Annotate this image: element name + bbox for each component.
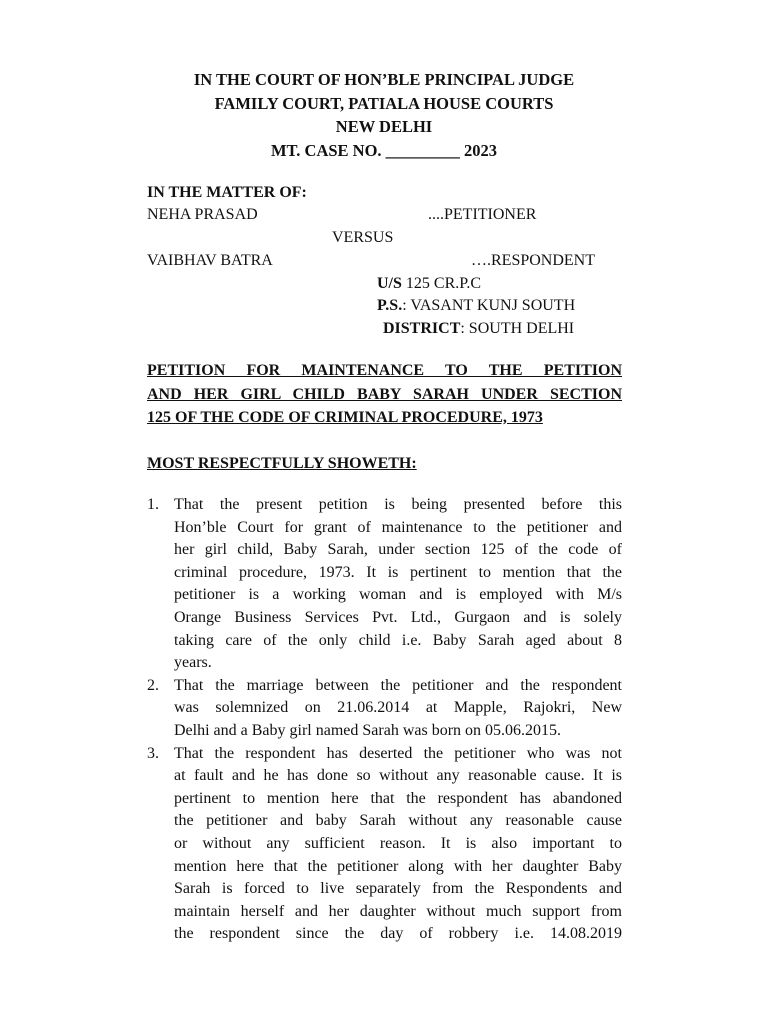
paragraph-line: Hon’ble Court for grant of maintenance to the petitioner and bbox=[174, 518, 622, 536]
paragraph-line: petitioner is a working woman and is employed with M/s bbox=[174, 586, 622, 604]
court-heading bbox=[0, 68, 768, 162]
respondent-role: ….RESPONDENT bbox=[471, 252, 596, 269]
paragraph-line: pertinent to mention here that the respondent has abandoned bbox=[174, 789, 622, 807]
showeth-heading: MOST RESPECTFULLY SHOWETH: bbox=[147, 455, 417, 472]
police-station-value: : VASANT KUNJ SOUTH bbox=[402, 297, 576, 314]
paragraph-line: That the marriage between the petitioner and the respondent bbox=[174, 676, 622, 694]
respondent-name: VAIBHAV BATRA bbox=[147, 252, 273, 269]
paragraph-line: or without any sufficient reason. It is also important to bbox=[174, 834, 622, 852]
district-line bbox=[383, 318, 574, 340]
petition-title-line-3: 125 OF THE CODE OF CRIMINAL PROCEDURE, 1973 bbox=[147, 409, 543, 426]
paragraph-line: years. bbox=[174, 654, 212, 672]
court-heading-line-2: FAMILY COURT, PATIALA HOUSE COURTS bbox=[214, 93, 554, 113]
petition-title-line-2: AND HER GIRL CHILD BABY SARAH UNDER SECTION bbox=[147, 385, 622, 403]
paragraph-number: 3. bbox=[147, 744, 159, 762]
versus-label: VERSUS bbox=[332, 229, 394, 246]
section-value: 125 CR.P.C bbox=[401, 275, 482, 292]
police-station-label: P.S. bbox=[377, 297, 403, 314]
paragraph-line: was solemnized on 21.06.2014 at Mapple, Rajokri, New bbox=[174, 699, 622, 717]
court-heading-line-1: IN THE COURT OF HON’BLE PRINCIPAL JUDGE bbox=[193, 70, 575, 89]
matter-heading: IN THE MATTER OF: bbox=[147, 184, 307, 201]
district-label: DISTRICT bbox=[383, 320, 461, 337]
petitioner-role: ....PETITIONER bbox=[428, 206, 537, 223]
section-label: U/S bbox=[377, 275, 402, 292]
district-value: : SOUTH DELHI bbox=[460, 320, 575, 337]
paragraph-line: her girl child, Baby Sarah, under section 125 of the code of bbox=[174, 541, 622, 559]
police-station-line bbox=[377, 295, 575, 317]
paragraph-line: taking care of the only child i.e. Baby Sarah aged about 8 bbox=[174, 631, 622, 649]
paragraph-line: maintain herself and her daughter without much support from bbox=[174, 902, 622, 920]
paragraph-line: Sarah is forced to live separately from the Respondents and bbox=[174, 880, 622, 898]
paragraph-number: 2. bbox=[147, 676, 159, 694]
paragraph-line: mention here that the petitioner along with her daughter Baby bbox=[174, 857, 622, 875]
paragraph-1 bbox=[147, 494, 622, 675]
paragraph-2 bbox=[147, 675, 622, 743]
petition-title-line-1: PETITION FOR MAINTENANCE TO THE PETITION bbox=[147, 362, 622, 379]
petition-title bbox=[147, 359, 622, 430]
paragraph-number: 1. bbox=[147, 496, 159, 513]
paragraph-line: That the present petition is being presented before this bbox=[174, 496, 622, 513]
paragraph-line: the respondent since the day of robbery i.e. 14.08.2019 bbox=[174, 925, 622, 943]
paragraph-list bbox=[147, 494, 622, 946]
petitioner-name: NEHA PRASAD bbox=[147, 206, 258, 223]
paragraph-3 bbox=[147, 743, 622, 946]
case-number-line: MT. CASE NO. _________ 2023 bbox=[270, 140, 498, 160]
paragraph-line: criminal procedure, 1973. It is pertinent to mention that the bbox=[174, 563, 622, 581]
paragraph-line: at fault and he has done so without any reasonable cause. It is bbox=[174, 767, 622, 785]
section-line bbox=[377, 273, 481, 295]
court-heading-line-3: NEW DELHI bbox=[335, 117, 433, 136]
paragraph-line: That the respondent has deserted the petitioner who was not bbox=[174, 744, 622, 762]
paragraph-line: Orange Business Services Pvt. Ltd., Gurgaon and is solely bbox=[174, 608, 622, 626]
paragraph-line: the petitioner and baby Sarah without any reasonable cause bbox=[174, 812, 622, 830]
paragraph-line: Delhi and a Baby girl named Sarah was born on 05.06.2015. bbox=[174, 721, 562, 739]
